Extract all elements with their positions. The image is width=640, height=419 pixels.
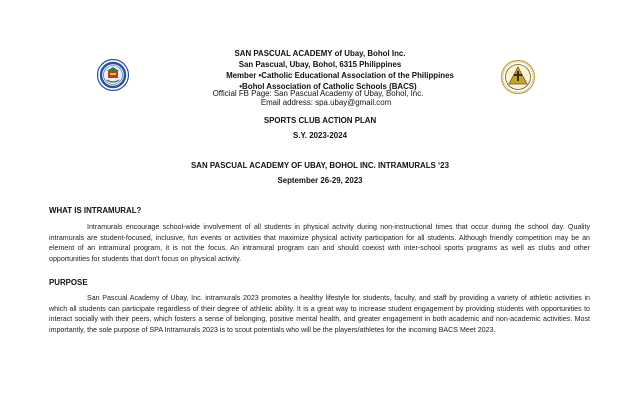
- section-body-purpose: San Pascual Academy of Ubay, Inc. intramurals 2023 promotes a healthy lifestyle for students, faculty, and staff by providing a variety of athletic activities in which all students can participate regardless of their degree of athletic ability. It is a great way to increase student engagement by providing students with opportunities to interact socially with their peers, which fosters a sense of belonging, positive mental health, and greater engagement in both academic and non-academic activities. Most importantly, the sole purpose of SPA Intramurals 2023 is to scout potentials who will be the players/athletes for the incoming BACS Meet 2023.: [49, 294, 590, 334]
- membership-bacs: •Bohol Association of Catholic Schools (BACS): [239, 82, 417, 91]
- school-name: SAN PASCUAL ACADEMY of Ubay, Bohol Inc.: [234, 49, 406, 58]
- fb-page: Official FB Page: San Pascual Academy of Ubay, Bohol, Inc.: [212, 89, 424, 98]
- school-year: S.Y. 2023-2024: [293, 131, 347, 140]
- section-body-intramural: Intramurals encourage school-wide involvement of all students in physical activity during non-instructional times that occur during the school day. Quality intramurals are student-focused, inclusive, fun events or activities that maximize physical activity participation for all students. Although friendly competition may be an element of an intramural program, it is not the focus. An intramural program can and should coexist with inter-school sports programs as well as clubs and other opportunities for students that don't focus on physical activity.: [49, 223, 590, 263]
- plan-title: SPORTS CLUB ACTION PLAN: [263, 116, 377, 125]
- section-heading-intramural: WHAT IS INTRAMURAL?: [49, 206, 142, 215]
- section-heading-purpose: PURPOSE: [49, 278, 88, 287]
- event-dates: September 26-29, 2023: [277, 176, 363, 185]
- membership-ceap: Member •Catholic Educational Association of the Philippines: [226, 71, 454, 80]
- email-address: Email address: spa.ubay@gmail.com: [260, 98, 392, 107]
- school-address: San Pascual, Ubay, Bohol, 6315 Philippines: [238, 60, 402, 69]
- event-title: SAN PASCUAL ACADEMY OF UBAY, BOHOL INC. INTRAMURALS ‘23: [191, 161, 449, 170]
